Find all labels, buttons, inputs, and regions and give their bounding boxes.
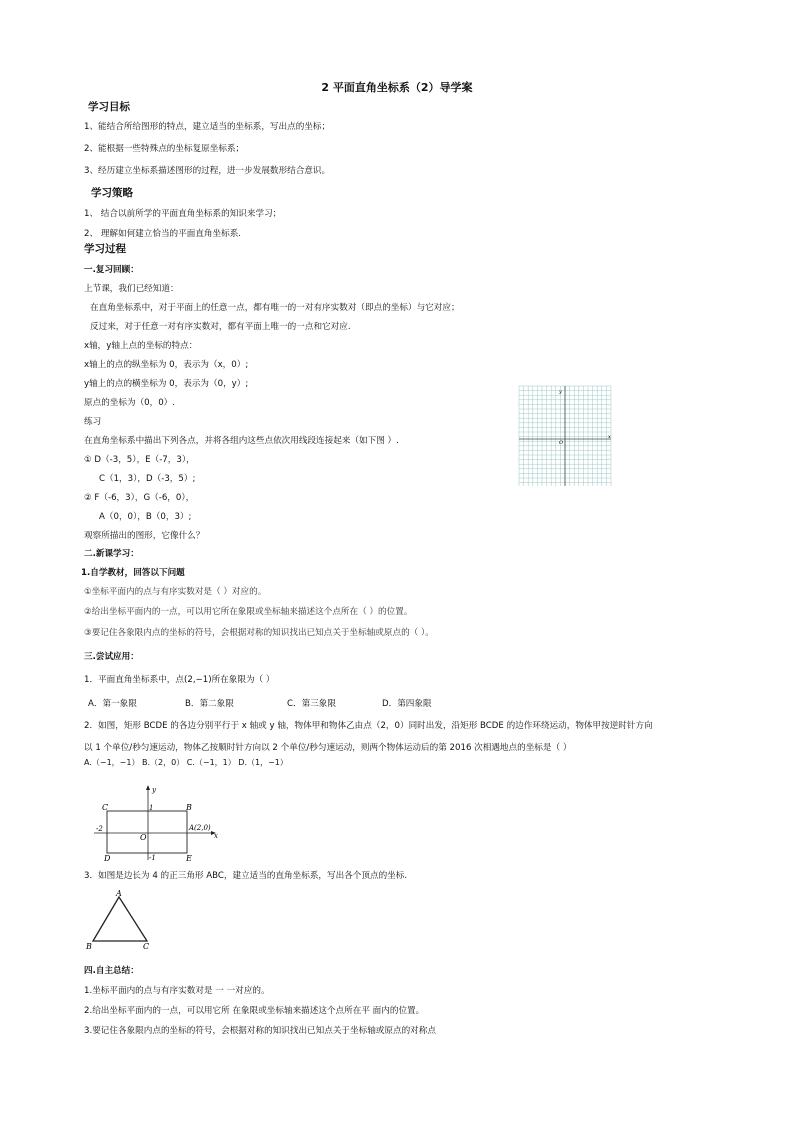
q1-option-a: A．第一象限: [88, 699, 137, 709]
fig-y-label: y: [152, 786, 156, 794]
rectangle-bcde-figure: [90, 782, 230, 862]
practice-group: ② F（-6，3），G（-6，0），: [84, 493, 195, 503]
fig-x-label: x: [214, 832, 218, 840]
point-e-label: E: [186, 854, 192, 863]
practice-group: A（0，0），B（0，3）;: [99, 512, 192, 522]
tick-1-label: 1: [149, 804, 154, 812]
review-line: 上节课，我们已经知道：: [84, 284, 179, 294]
x-axis-label: x: [608, 434, 611, 440]
review-line: 在直角坐标系中，对于平面上的任意一点，都有唯一的一对有序实数对（即点的坐标）与它对应；: [90, 303, 460, 313]
q1-option-c: C．第三象限: [287, 699, 336, 709]
vertex-a-label: A: [116, 889, 122, 898]
summary-item: 3.要记住各象限内点的坐标的符号，会根据对称的知识找出已知点关于坐标轴或原点的对称点: [84, 1026, 436, 1036]
practice-group: C（1，3），D（-3，5）;: [99, 474, 196, 484]
summary-item: 2.给出坐标平面内的一点，可以用它所 在象限或坐标轴来描述这个点所在平 面内的位置。: [84, 1006, 425, 1016]
tick-neg1-label: -1: [149, 854, 156, 862]
point-a-label: A(2,0): [189, 824, 211, 832]
practice-label: 练习: [84, 417, 102, 427]
q2-options: A.（−1，−1） B.（2，0） C.（−1，1） D.（1，−1）: [84, 758, 288, 767]
self-study-item: ③要记住各象限内点的坐标的符号，会根据对称的知识找出已知点关于坐标轴或原点的（ ）。: [84, 628, 434, 638]
strategy-item: 1、 结合以前所学的平面直角坐标系的知识来学习；: [84, 209, 282, 219]
tick-neg2-label: -2: [96, 825, 103, 833]
question-2-line2: 以 1 个单位/秒匀速运动，物体乙按顺时针方向以 2 个单位/秒匀速运动，则两个物体运动后的第 2016 次相遇地点的坐标是（ ）: [84, 743, 572, 753]
summary-item: 1.坐标平面内的点与有序实数对是 一 一对应的。: [84, 986, 270, 996]
review-heading: 一.复习回顾：: [84, 265, 139, 275]
review-line: x轴，y轴上点的坐标的特点：: [84, 341, 198, 351]
rectangle-bcde: [107, 811, 187, 853]
practice-instruction: 在直角坐标系中描出下列各点，并将各组内这些点依次用线段连接起来（如下图 ）.: [84, 436, 399, 446]
triangle-abc: [93, 897, 147, 941]
review-line: y轴上的点的横坐标为 0，表示为（0，y）;: [84, 379, 249, 389]
triangle-abc-figure: [85, 888, 165, 950]
new-learning-heading: 二.新课学习：: [84, 549, 139, 559]
y-axis-label: y: [559, 389, 562, 395]
question-3: 3．如图是边长为 4 的正三角形 ABC，建立适当的直角坐标系，写出各个顶点的坐标.: [84, 871, 408, 881]
summary-heading: 四.自主总结：: [84, 966, 139, 976]
goals-heading: 学习目标: [88, 101, 130, 113]
practice-question: 观察所描出的图形，它像什么？: [84, 531, 205, 541]
review-line: x轴上的点的纵坐标为 0，表示为（x，0）;: [84, 360, 249, 370]
process-heading: 学习过程: [84, 243, 126, 255]
question-1: 1．平面直角坐标系中，点(2,−1)所在象限为（ ）: [84, 675, 275, 685]
origin-label: O: [140, 833, 147, 842]
self-study-heading: 1.自学教材，回答以下问题: [81, 568, 185, 578]
q1-option-d: D．第四象限: [382, 699, 432, 709]
vertex-c-label: C: [143, 942, 150, 951]
y-arrow-icon: [146, 785, 150, 790]
vertex-b-label: B: [86, 942, 92, 951]
strategy-item: 2、 理解如何建立恰当的平面直角坐标系.: [84, 229, 242, 239]
point-d-label: D: [104, 854, 111, 863]
question-2-line1: 2．如图，矩形 BCDE 的各边分别平行于 x 轴或 y 轴，物体甲和物体乙由点（2，0）同时出发，沿矩形 BCDE 的边作环绕运动，物体甲按逆时针方向: [84, 721, 653, 731]
point-c-label: C: [102, 803, 109, 812]
goal-item: 3、经历建立坐标系描述图形的过程，进一步发展数形结合意识。: [84, 166, 331, 176]
practice-group: ① D（-3，5），E（-7，3），: [84, 455, 195, 465]
origin-label: O: [559, 440, 564, 446]
try-heading: 三.尝试应用：: [84, 652, 139, 662]
q1-option-b: B．第二象限: [185, 699, 234, 709]
page-title: 2 平面直角坐标系（2）导学案: [321, 81, 473, 94]
goal-item: 2、能根据一些特殊点的坐标复原坐标系；: [84, 144, 245, 154]
self-study-item: ②给出坐标平面内的一点，可以用它所在象限或坐标轴来描述这个点所在（ ）的位置。: [84, 607, 413, 617]
coordinate-grid-figure: [519, 386, 611, 486]
review-line: 原点的坐标为（0，0）.: [84, 398, 176, 408]
goal-item: 1、能结合所给图形的特点，建立适当的坐标系，写出点的坐标；: [84, 122, 331, 132]
point-b-label: B: [186, 803, 192, 812]
review-line: 反过来，对于任意一对有序实数对，都有平面上唯一的一点和它对应.: [90, 322, 351, 332]
self-study-item: ①坐标平面内的点与有序实数对是（ ）对应的。: [84, 587, 267, 597]
strategy-heading: 学习策略: [91, 187, 133, 199]
